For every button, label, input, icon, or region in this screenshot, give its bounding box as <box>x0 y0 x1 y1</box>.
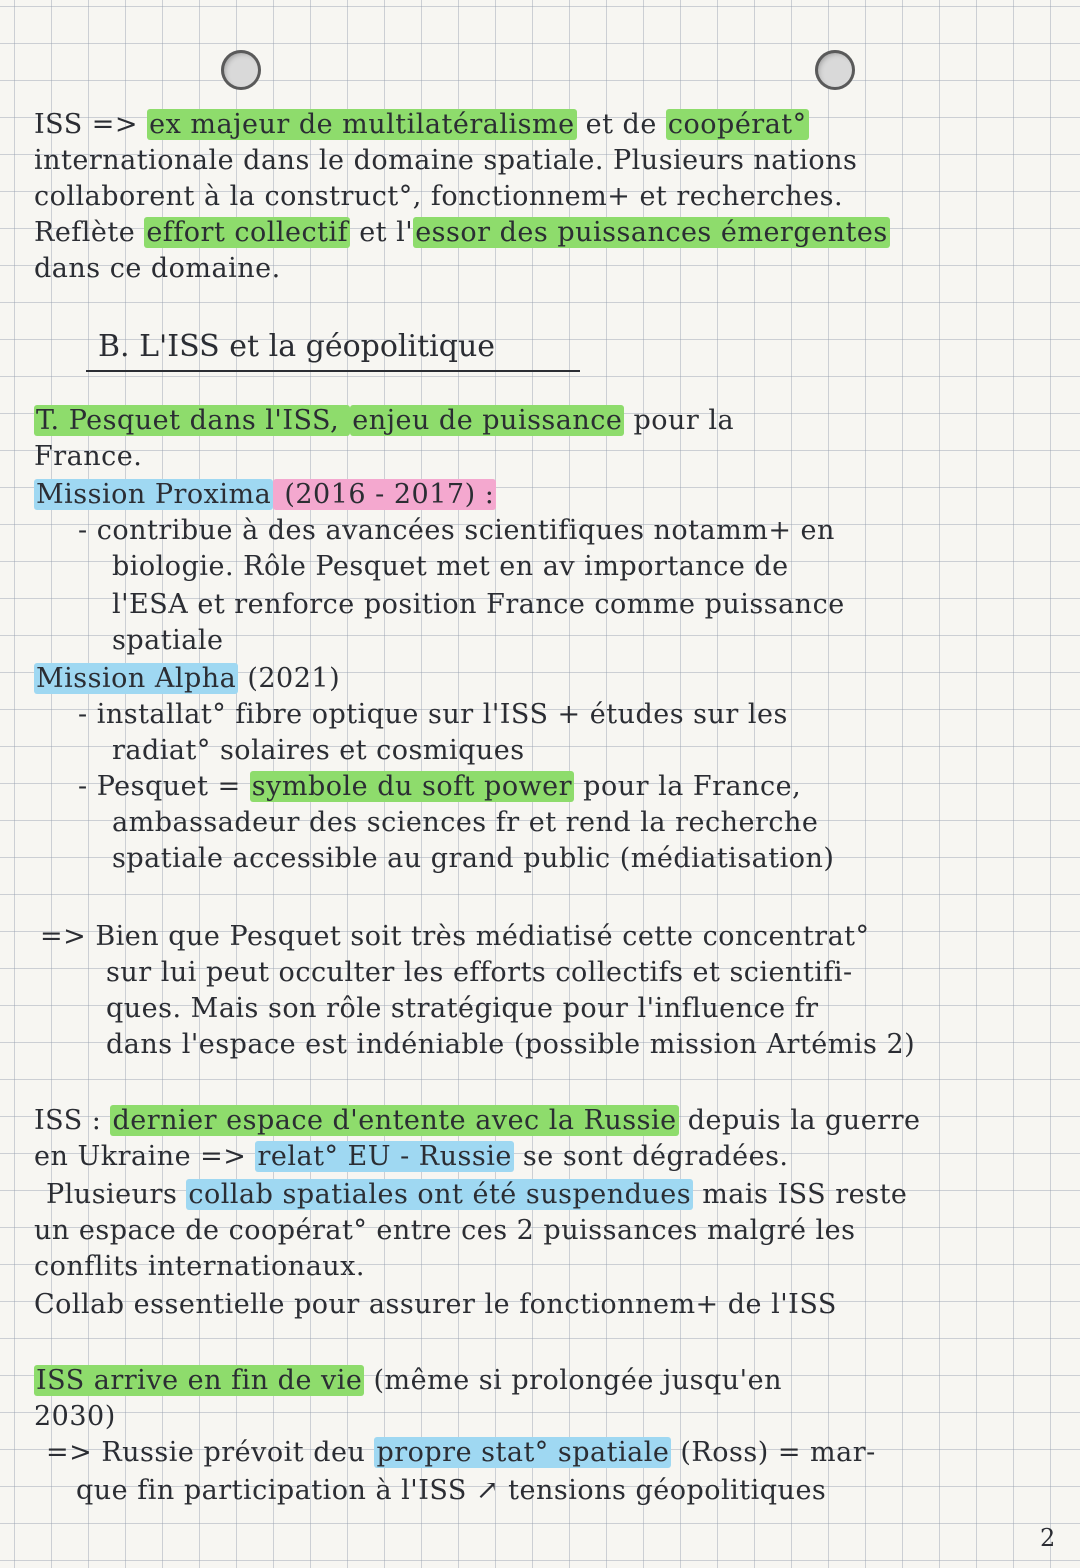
p5-line-3 <box>46 1436 876 1470</box>
p4-line-4: un espace de coopérat° entre ces 2 puissances malgré les <box>34 1215 856 1246</box>
p3-line-3: ques. Mais son rôle stratégique pour l'influence fr <box>106 993 819 1024</box>
highlight: ex majeur de multilatéralisme <box>149 109 575 140</box>
p4-line-5: conflits internationaux. <box>34 1251 365 1282</box>
proxima-bullet-4: spatiale <box>112 625 224 656</box>
p5-line-4: que fin participation à l'ISS ↗ tensions géopolitiques <box>76 1475 827 1506</box>
p3-line-2: sur lui peut occulter les efforts collectifs et scientifi- <box>106 957 853 988</box>
text: mais ISS reste <box>693 1179 908 1210</box>
binder-hole-left <box>221 50 261 90</box>
text: Plusieurs <box>46 1179 187 1210</box>
p5-line-1 <box>34 1364 782 1398</box>
text: - Pesquet = <box>78 771 250 802</box>
highlight: collab spatiales ont été suspendues <box>188 1179 692 1210</box>
alpha-bullet-4: ambassadeur des sciences fr et rend la recherche <box>112 807 819 838</box>
text: depuis la guerre <box>678 1105 921 1136</box>
p2-line-2: France. <box>34 441 143 472</box>
highlight: Mission Alpha <box>36 663 237 694</box>
highlight: symbole du soft power <box>251 771 573 802</box>
mission-alpha-heading <box>34 662 340 696</box>
p5-line-2: 2030) <box>34 1401 116 1432</box>
p1-line-1 <box>34 108 809 142</box>
highlight: dernier espace d'entente avec la Russie <box>112 1105 677 1136</box>
text: et l' <box>350 217 414 248</box>
p4-line-6: Collab essentielle pour assurer le fonctionnem+ de l'ISS <box>34 1289 837 1320</box>
p1-line-4 <box>34 216 890 250</box>
page-number: 2 <box>1040 1524 1056 1552</box>
p1-line-2: internationale dans le domaine spatiale. Plusieurs nations <box>34 145 858 176</box>
p3-line-4: dans l'espace est indéniable (possible mission Artémis 2) <box>106 1029 916 1060</box>
highlight: effort collectif <box>146 217 349 248</box>
p4-line-2 <box>34 1140 789 1174</box>
highlight: propre stat° spatiale <box>376 1437 670 1468</box>
mission-proxima-heading <box>34 478 496 512</box>
alpha-bullet-5: spatiale accessible au grand public (médiatisation) <box>112 843 835 874</box>
p3-line-1: => Bien que Pesquet soit très médiatisé cette concentrat° <box>40 921 870 952</box>
p1-line-5: dans ce domaine. <box>34 253 281 284</box>
text: se sont dégradées. <box>513 1141 789 1172</box>
highlight: essor des puissances émergentes <box>415 217 888 248</box>
binder-hole-right <box>815 50 855 90</box>
highlight: (2016 - 2017) : <box>275 479 495 510</box>
text: (Ross) = mar- <box>671 1437 876 1468</box>
highlight: coopérat° <box>667 109 807 140</box>
section-title: B. L'ISS et la géopolitique <box>98 329 496 364</box>
highlight: T. Pesquet dans l'ISS, <box>36 405 349 436</box>
text: et de <box>576 109 666 140</box>
text: ISS : <box>34 1105 111 1136</box>
highlight: ISS arrive en fin de vie <box>36 1365 363 1396</box>
text: pour la France, <box>574 771 802 802</box>
alpha-bullet-3 <box>78 770 801 804</box>
text: (même si prolongée jusqu'en <box>364 1365 782 1396</box>
text: ISS => <box>34 109 148 140</box>
proxima-bullet-3: l'ESA et renforce position France comme puissance <box>112 589 845 620</box>
text: Reflète <box>34 217 145 248</box>
text: pour la <box>624 405 735 436</box>
alpha-bullet-1: - installat° fibre optique sur l'ISS + études sur les <box>78 699 788 730</box>
highlight: enjeu de puissance <box>352 405 623 436</box>
title-underline <box>86 370 580 372</box>
p1-line-3: collaborent à la construct°, fonctionnem+ et recherches. <box>34 181 844 212</box>
p4-line-1 <box>34 1104 920 1138</box>
highlight: relat° EU - Russie <box>257 1141 512 1172</box>
text: en Ukraine => <box>34 1141 256 1172</box>
proxima-bullet-1: - contribue à des avancées scientifiques notamm+ en <box>78 515 835 546</box>
proxima-bullet-2: biologie. Rôle Pesquet met en av importance de <box>112 551 789 582</box>
text: => Russie prévoit deu <box>46 1437 375 1468</box>
p2-line-1 <box>34 404 734 438</box>
text: (2021) <box>238 663 341 694</box>
alpha-bullet-2: radiat° solaires et cosmiques <box>112 735 525 766</box>
p4-line-3 <box>46 1178 907 1212</box>
highlight: Mission Proxima <box>36 479 272 510</box>
